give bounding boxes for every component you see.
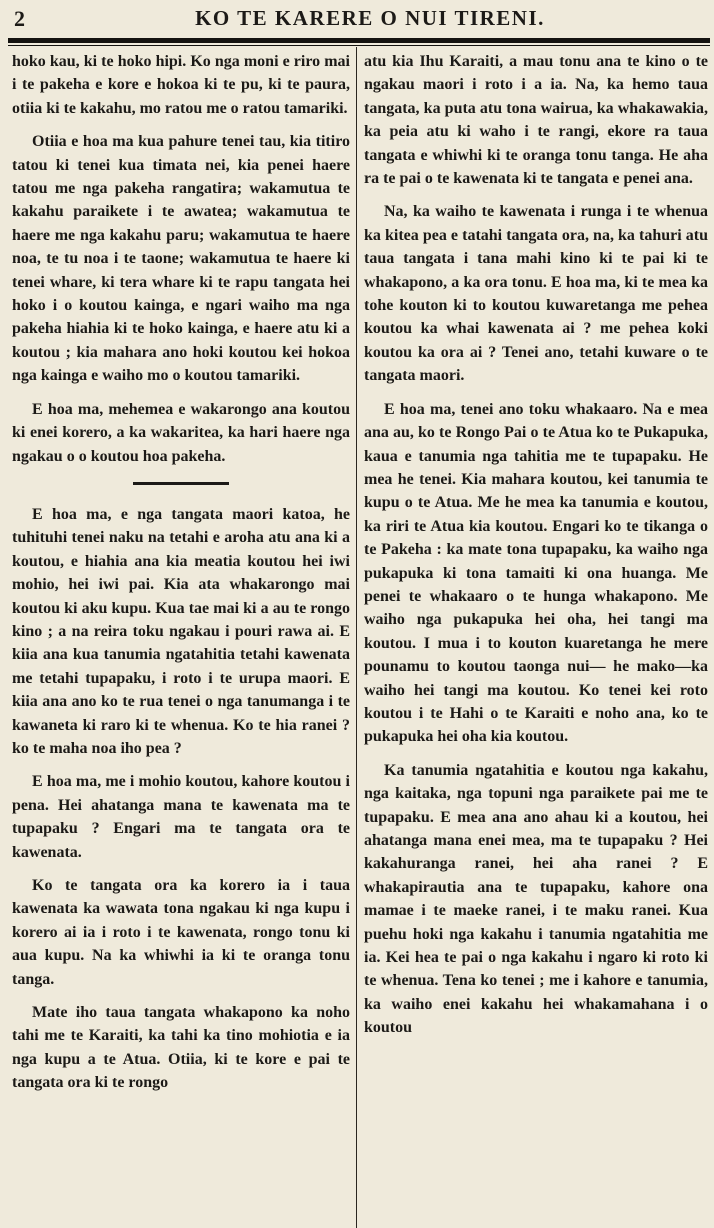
left-column — [12, 50, 350, 1228]
column-divider — [356, 47, 357, 1228]
section-separator — [133, 482, 229, 485]
article-paragraph: hoko kau, ki te hoko hipi. Ko nga moni e riro mai i te pakeha e kore e hokoa ki te pu, ki te paura, otiia ki te kakahu, mo ratou me o ratou tamariki. — [12, 53, 350, 117]
article-paragraph: Otiia e hoa ma kua pahure tenei tau, kia titiro tatou ki tenei kua timata nei, kia penei haere tatou me nga pakeha rangatira; wakamutua te kakahu paraikete i te awatea; wakamutua te haere me nga kakahu paru; wakamutua te haere noa, te tu noa i te taone; wakamutua te haere ki tenei whare, ki tera whare ki te rapu tangata hei hoko i o koutou kainga, e ngari waiho ma nga pakeha hiahia ki te hoko kainga, e haere atu ki a koutou ; kia mahara ano hoki koutou kei hokoa nga kainga e waiho mo o koutou tamariki. — [12, 133, 350, 385]
header-rule-thick — [8, 38, 710, 43]
header-rule-thin — [8, 45, 710, 46]
article-paragraph: Mate iho taua tangata whakapono ka noho tahi me te Karaiti, ka tahi ka tino mohiotia e ia nga kupu a te Atua. Otiia, ki te kore e pai te tangata ora ki te rongo — [12, 1004, 350, 1092]
page-header — [0, 0, 714, 34]
article-paragraph: E hoa ma, e nga tangata maori katoa, he tuhituhi tenei naku na tetahi e aroha atu ana ki a koutou, e hiahia ana kia meatia koutou hei iwi mohio, hei iwi pai. Kia ata whakarongo mai koutou ki aku kupu. Kua tae mai ki a au te rongo kino ; a na reira toku ngakau i pouri rawa ai. E kiia ana kua tanumia ngatahitia tetahi kawenata me tetahi tupapaku, i roto i te urupa maori. E kiia ana ano ko te rua tenei o nga tanumanga i te kawaneta ki raro ki te whenua. Ko te hia ranei ? ko te maha noa iho pea ? — [12, 505, 350, 757]
newspaper-title: KO TE KARERE O NUI TIRENI. — [195, 6, 545, 30]
right-column — [364, 50, 708, 1228]
article-paragraph: Ko te tangata ora ka korero ia i taua kawenata ka wawata tona ngakau ki nga kupu i korero ai ia i roto i te kawenata, rongo tonu ki aua kupu. Na ka whiwhi ia ki te oranga tonu tanga. — [12, 877, 350, 988]
article-paragraph: atu kia Ihu Karaiti, a mau tonu ana te kino o te ngakau maori i roto i a ia. Na, ka hemo taua tangata, ka puta atu tona wairua, ka whakawakia, ka peia atu ki waho i te rangi, ekore ra taua tangata e whiwhi ki te oranga tonu tanga. He aha ra te pai o te kawenata ki te tangata e penei ana. — [364, 53, 708, 188]
page-number: 2 — [14, 6, 25, 31]
article-paragraph: E hoa ma, tenei ano toku whakaaro. Na e mea ana au, ko te Rongo Pai o te Atua ko te Pukapuka, kaua e tanumia nga tahitia me te tupapaku. He mea he tenei. Kia mahara koutou, kei tanumia te kupu o te Atua. Me he mea ka tanumia e koutou, ka riri te Atua kia koutou. Engari ko te tikanga o te Pakeha : ka mate tona tupapaku, ka waiho nga pukapuka ki tona tamaiti ki ona huanga. Me penei te whakaaro o te hunga whakapono. Me waiho nga pukapuka hei oha, hei tangi ma koutou. I mua i to kouton kuaretanga he mere pounamu to koutou taonga nui— he mako—ka waiho hei tangi ma koutou. Ko tenei kei roto koutou i te Hahi o te Karaiti e noho ana, ko te pukapuka hei oha kia koutou. — [364, 400, 708, 746]
article-paragraph: Na, ka waiho te kawenata i runga i te whenua ka kitea pea e tatahi tangata ora, na, ka tahuri atu taua tangata i tana mahi kino ki te pai ki te whakapono, a ka ora tonu. E hoa ma, ki te mea ka tohe kouton ki to koutou kuwaretanga me pehea koutou ka whai kawenata ai ? me pehea koki koutou ka ora ai ? Tenei ano, tetahi kuware o te tangata maori. — [364, 203, 708, 385]
article-paragraph: Ka tanumia ngatahitia e koutou nga kakahu, nga kaitaka, nga topuni nga paraikete pai me te tupapaku. E mea ana ano ahau ki a koutou, hei ahatanga mana enei mea, ma te tupapaku ? Hei kakahuranga ranei, hei aha ranei ? E whakapirautia ana te tupapaku, kahore ona mamae i te maeke ranei, i te maku ranei. Kua puehu hoki nga kakahu i tanumia ngatahitia me ia. Kei hea te pai o nga kakahu i ngaro ki roto ki te whenua. Tena ko tenei ; me i kahore e tanumia, ka waiho enei kakahu hei whakamahana i o koutou — [364, 761, 708, 1037]
article-paragraph: E hoa ma, mehemea e wakarongo ana koutou ki enei korero, a ka wakaritea, ka hari haere nga ngakau o o koutou hoa pakeha. — [12, 400, 350, 465]
article-paragraph: E hoa ma, me i mohio koutou, kahore koutou i pena. Hei ahatanga mana te kawenata ma te tupapaku ? Engari ma te tangata ora te kawenata. — [12, 773, 350, 861]
